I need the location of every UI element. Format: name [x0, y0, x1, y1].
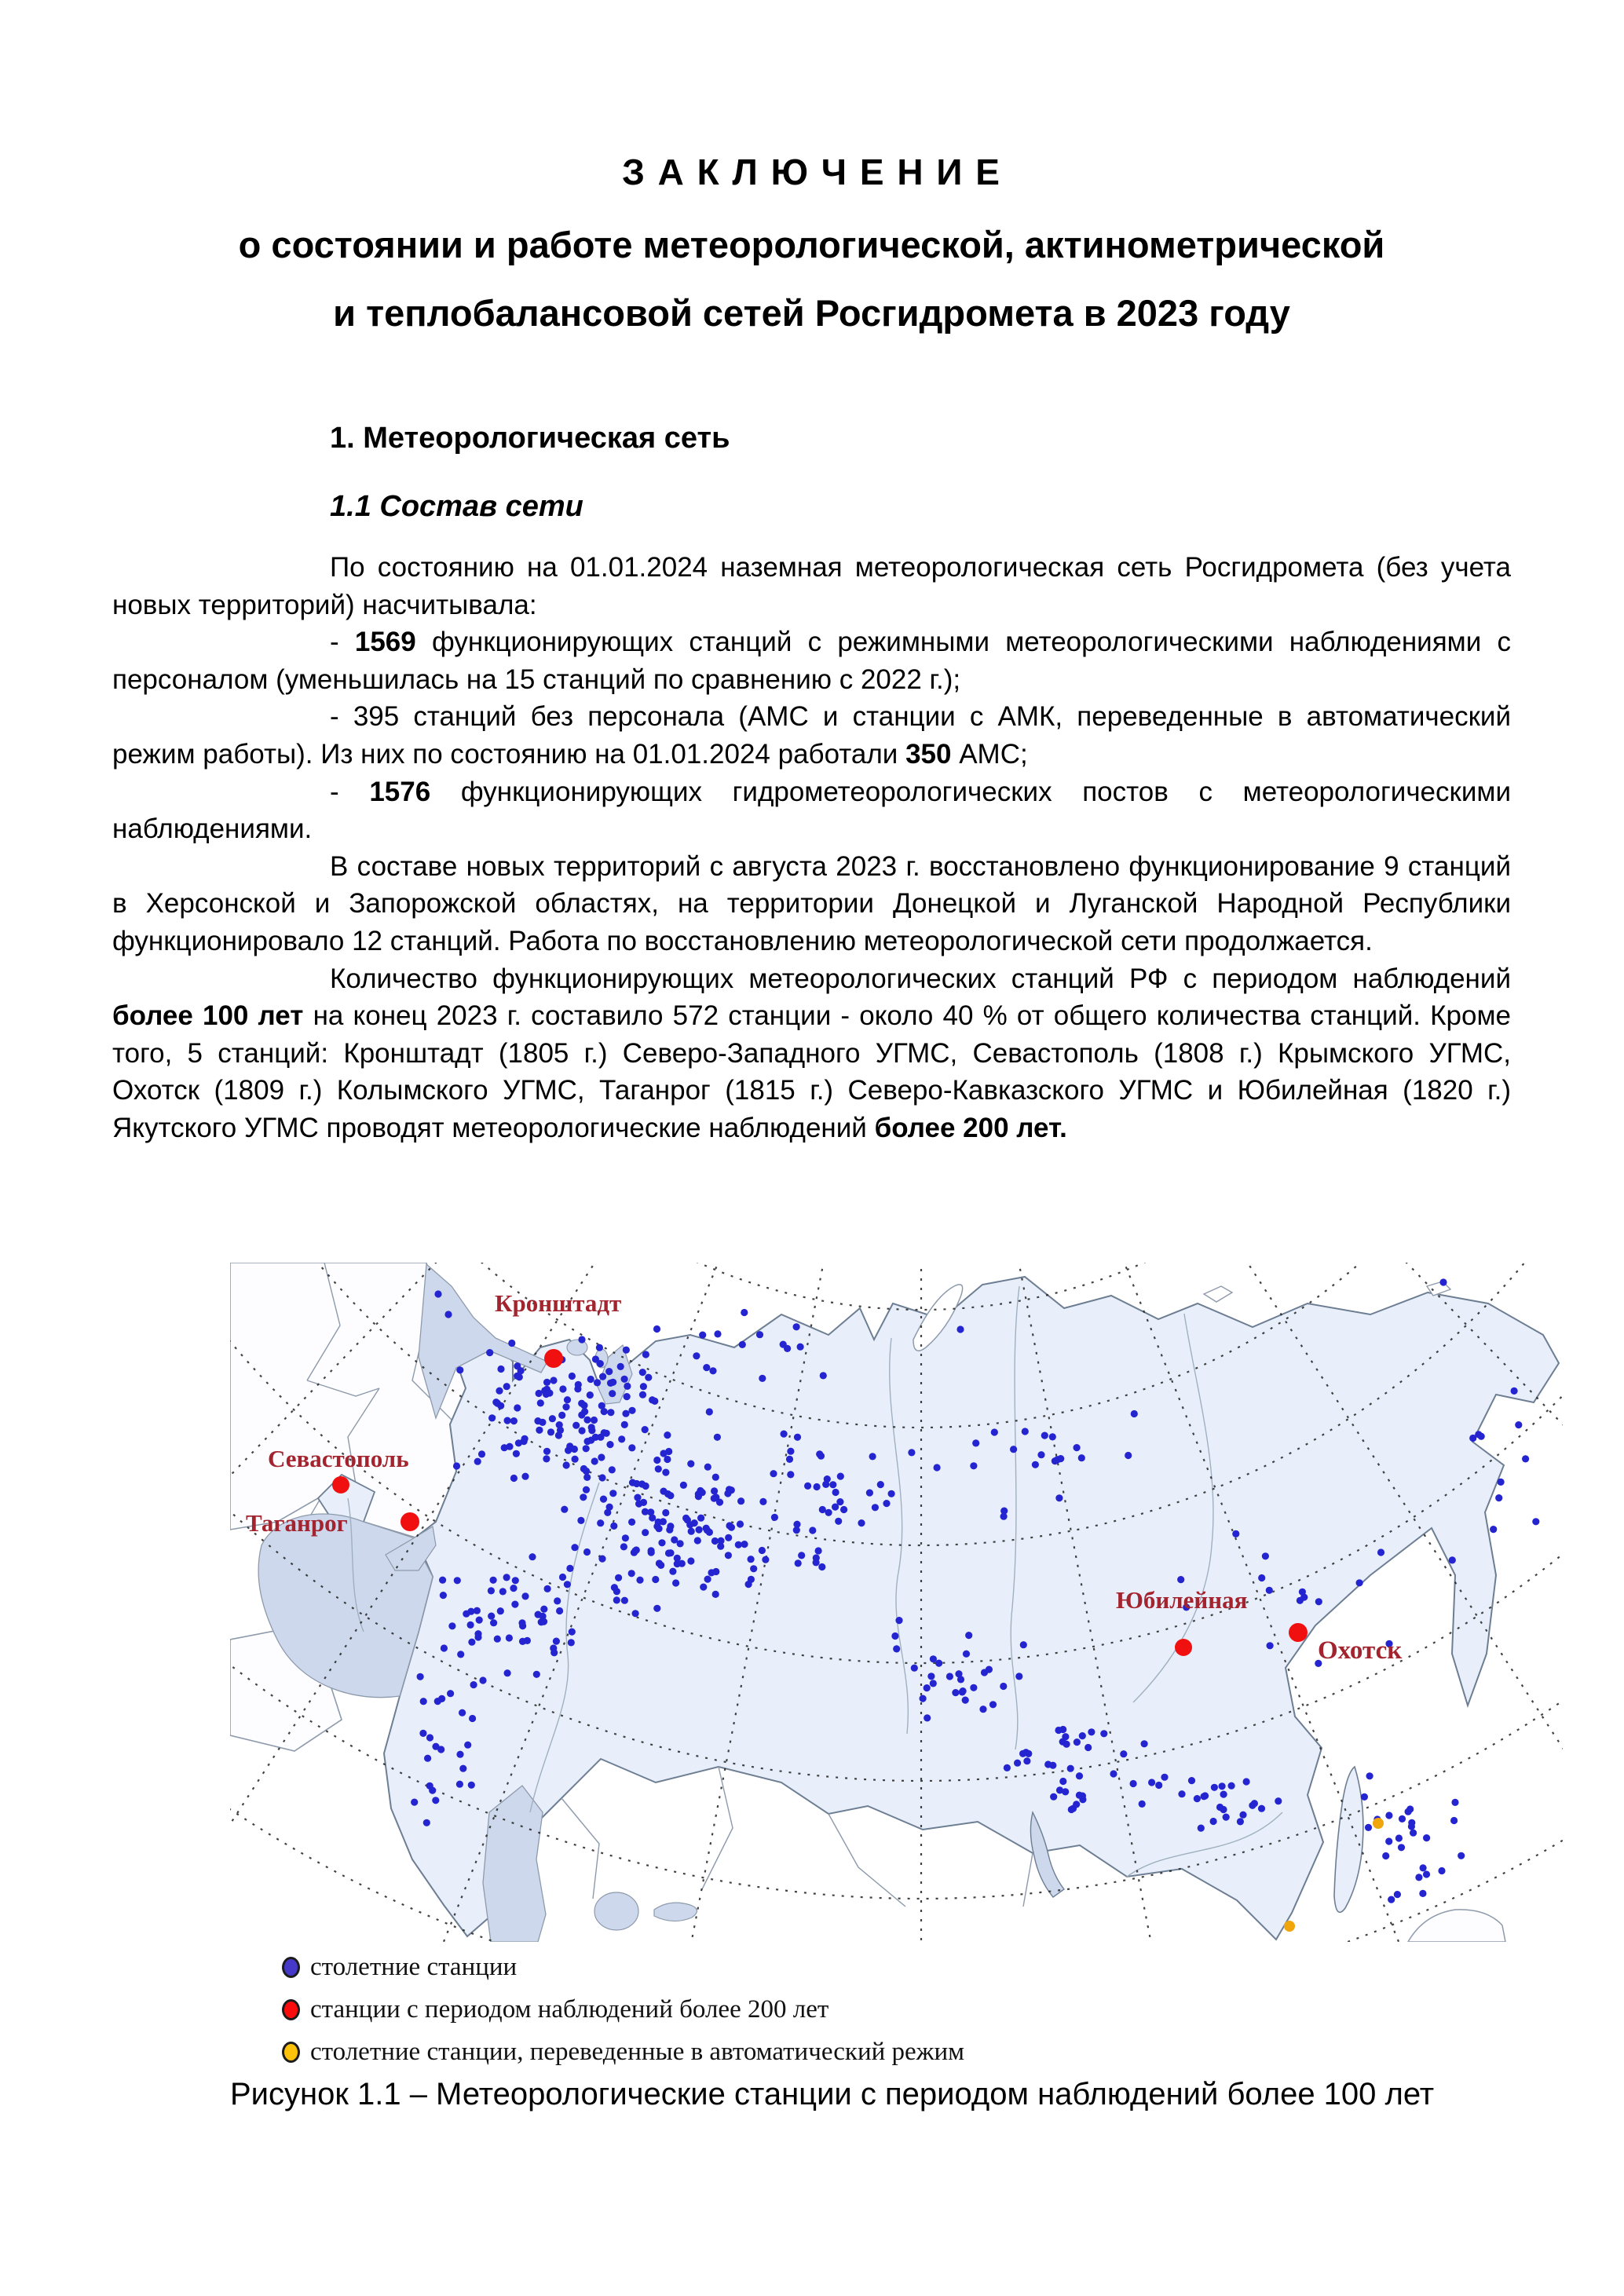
legend-label: столетние станции, переведенные в автоматический режим [310, 2037, 965, 2066]
body-paragraph: По состоянию на 01.01.2024 наземная метеорологическая сеть Росгидромета (без учета новых территорий) насчитывала: [112, 552, 1511, 620]
document-subtitle [112, 210, 1511, 347]
subtitle-line: и теплобалансовой сетей Росгидромета в 2023 году [333, 292, 1290, 334]
station-dot-200yr [401, 1512, 419, 1531]
station-dot-200yr [544, 1349, 563, 1368]
station-label: Севастополь [268, 1445, 409, 1472]
body-paragraph: В составе новых территорий с августа 2023 г. восстановлено функционирование 9 станций в Херсонской и Запорожской областях, на территории Донецкой и Луганской Народной Республики функционировало 12 станций. Работа по восстановлению метеорологической сети продолжается. [112, 850, 1511, 956]
russia-station-map [230, 1263, 1563, 1942]
station-dot-200yr [1289, 1623, 1308, 1642]
legend-label: столетние станции [310, 1952, 518, 1981]
map-legend [282, 1946, 964, 2073]
station-label: Таганрог [246, 1509, 348, 1537]
blue-dot-icon [282, 1957, 300, 1978]
station-dot-200yr [332, 1476, 349, 1493]
subsection-heading: 1.1 Состав сети [330, 490, 583, 523]
body-paragraph: - 1576 функционирующих гидрометеорологических постов с метеорологическими наблюдениями. [112, 776, 1511, 845]
body-paragraph: - 395 станций без персонала (АМС и станции с АМК, переведенные в автоматический режим работы). Из них по состоянию на 01.01.2024 работали 350 АМС; [112, 701, 1511, 770]
station-label: Охотск [1318, 1636, 1403, 1665]
body-paragraph: Количество функционирующих метеорологических станций РФ с периодом наблюдений более 100 лет на конец 2023 г. составило 572 станции - около 40 % от общего количества станций. Кроме того, 5 станций: Кронштадт (1805 г.) Северо-Западного УГМС, Севастополь (1808 г.) Крымского УГМС, Охотск (1809 г.) Колымского УГМС, Таганрог (1815 г.) Северо-Кавказского УГМС и Юбилейная (1820 г.) Якутского УГМС проводят метеорологические наблюдений более 200 лет. [112, 963, 1511, 1143]
figure-caption: Рисунок 1.1 – Метеорологические станции с периодом наблюдений более 100 лет [230, 2077, 1435, 2111]
station-label: Кронштадт [495, 1289, 622, 1317]
yellow-dot-icon [282, 2042, 300, 2063]
legend-item-200yr-stations [282, 1988, 964, 2031]
legend-item-century-stations [282, 1946, 964, 1988]
body-paragraph: - 1569 функционирующих станций с режимными метеорологическими наблюдениями с персоналом (уменьшилась на 15 станций по сравнению с 2022 г.); [112, 627, 1511, 695]
station-dot-200yr [1175, 1639, 1192, 1656]
legend-item-automatic-stations [282, 2031, 964, 2073]
body-text [112, 549, 1511, 1147]
station-map-figure [230, 1263, 1563, 1942]
legend-label: станции с периодом наблюдений более 200 лет [310, 1994, 829, 2024]
document-title: З А К Л Ю Ч Е Н И Е [622, 152, 1001, 192]
station-label: Юбилейная [1116, 1586, 1248, 1614]
red-dot-icon [282, 1999, 300, 2020]
section-heading: 1. Метеорологическая сеть [330, 422, 730, 455]
subtitle-line: о состоянии и работе метеорологической, актинометрической [238, 224, 1385, 265]
